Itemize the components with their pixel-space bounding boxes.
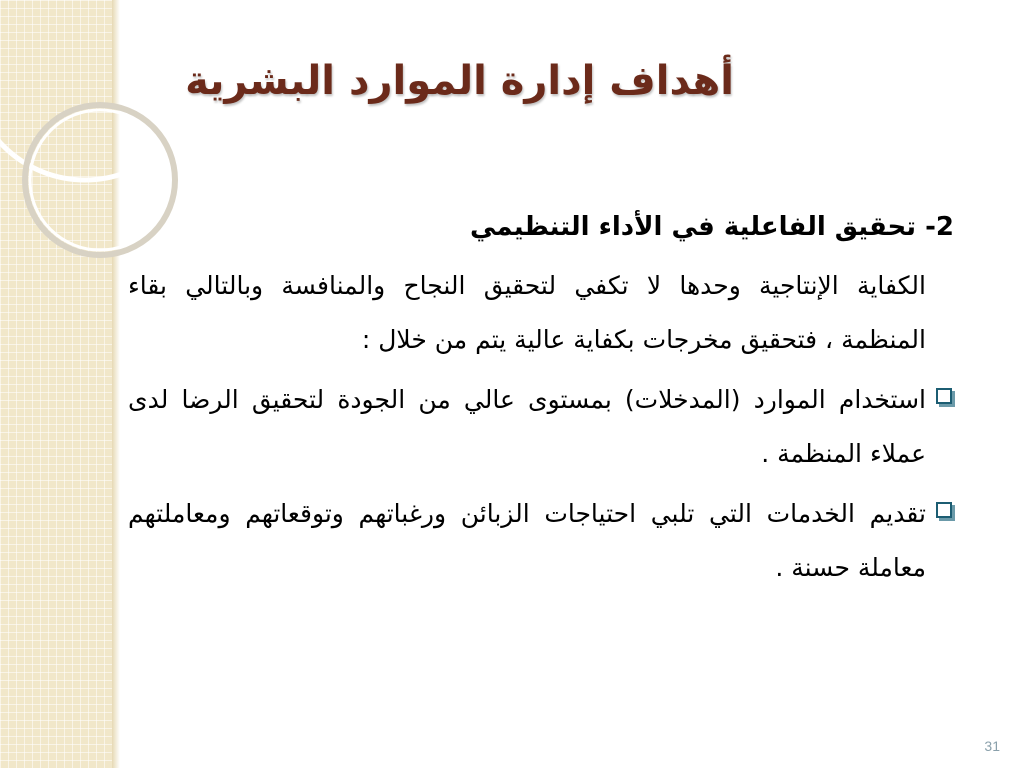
square-bullet-icon: [936, 502, 952, 518]
intro-paragraph: الكفاية الإنتاجية وحدها لا تكفي لتحقيق النجاح والمنافسة وبالتالي بقاء المنظمة ، فتحقيق مخرجات بكفاية عالية يتم من خلال :: [128, 271, 926, 354]
section-heading: 2- تحقيق الفاعلية في الأداء التنظيمي: [469, 212, 954, 242]
page-number: 31: [984, 738, 1000, 754]
slide-content: [128, 205, 954, 595]
bullet-text: استخدام الموارد (المدخلات) بمستوى عالي من الجودة لتحقيق الرضا لدى عملاء المنظمة .: [128, 385, 926, 468]
square-bullet-icon: [936, 388, 952, 404]
bullet-item: [128, 487, 926, 595]
bullet-text: تقديم الخدمات التي تلبي احتياجات الزبائن ورغباتهم وتوقعاتهم ومعاملتهم معاملة حسنة .: [128, 499, 926, 582]
bullet-item: [128, 373, 926, 481]
slide-title: أهداف إدارة الموارد البشرية: [185, 58, 734, 104]
